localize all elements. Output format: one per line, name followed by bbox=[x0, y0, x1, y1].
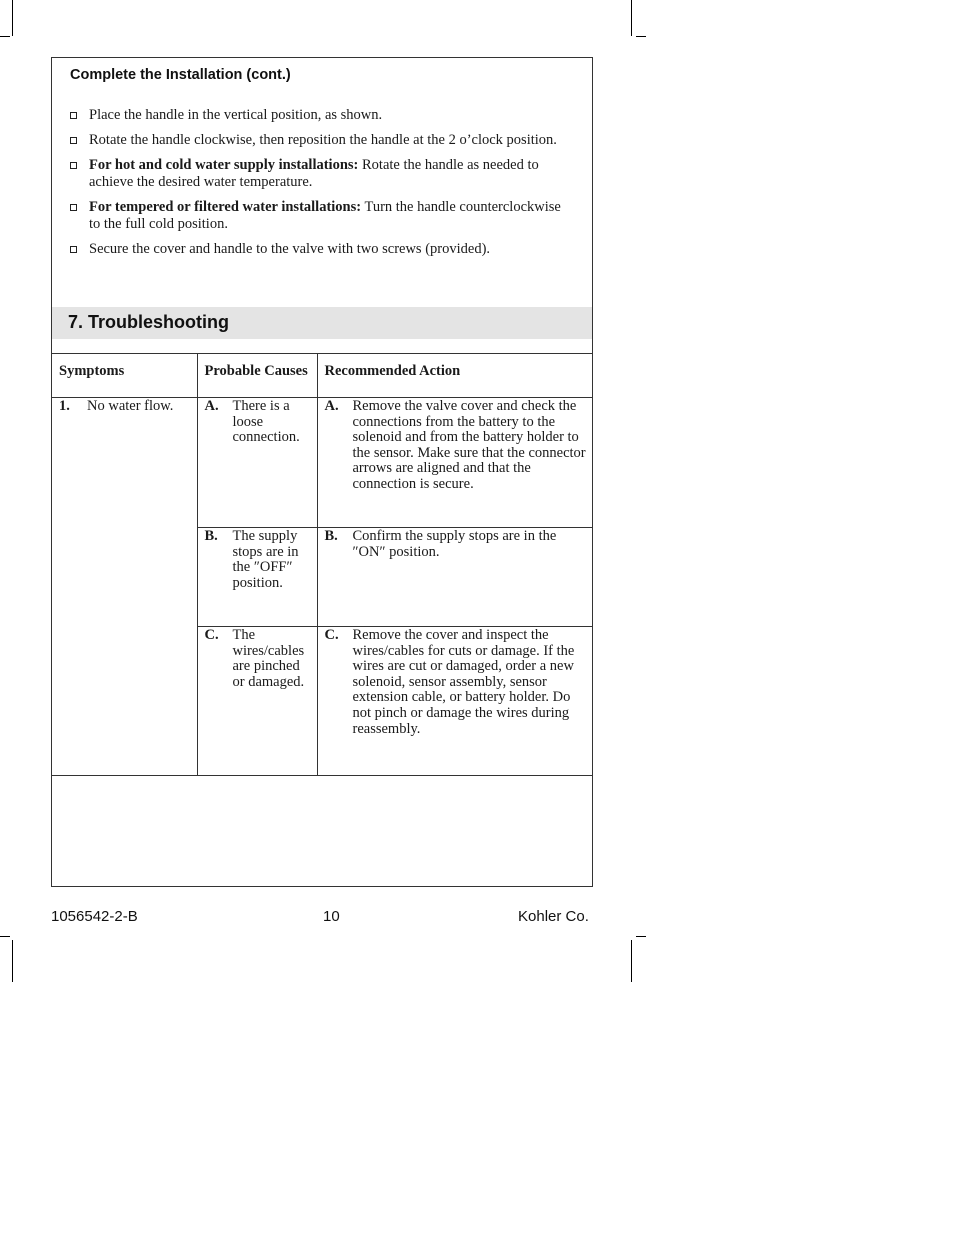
crop-mark bbox=[0, 36, 10, 37]
cause-letter: C. bbox=[204, 627, 219, 643]
symptom-cell bbox=[52, 398, 197, 776]
crop-mark bbox=[0, 936, 10, 937]
content-frame bbox=[51, 57, 593, 887]
step-bold: For tempered or filtered water installations: bbox=[89, 199, 362, 215]
section-heading-bar bbox=[52, 307, 592, 339]
step-item bbox=[70, 157, 570, 191]
cause-cell bbox=[197, 528, 317, 627]
action-cell bbox=[317, 627, 592, 776]
footer-doc-number: 1056542-2-B bbox=[51, 908, 138, 925]
column-header-symptoms: Symptoms bbox=[52, 354, 197, 398]
section-subheading: Complete the Installation (cont.) bbox=[70, 67, 291, 83]
cause-text: The wires/cables are pinched or damaged. bbox=[232, 627, 305, 690]
crop-mark bbox=[12, 940, 13, 982]
symptom-text: No water flow. bbox=[87, 398, 174, 414]
cause-text: The supply stops are in the ″OFF″ position. bbox=[232, 528, 299, 591]
step-text: Rotate the handle as needed to achieve the desired water temperature. bbox=[89, 157, 539, 190]
action-text: Remove the valve cover and check the connections from the battery to the solenoid and from the battery holder to the sensor. Make sure that the connector arrows are aligned and that the connection is secure. bbox=[352, 398, 586, 492]
column-header-causes: Probable Causes bbox=[197, 354, 317, 398]
step-item bbox=[70, 199, 570, 233]
checkbox-icon bbox=[70, 137, 77, 144]
crop-mark bbox=[631, 940, 632, 982]
symptom-number: 1. bbox=[59, 398, 70, 414]
footer-page-number: 10 bbox=[323, 908, 340, 925]
cause-cell bbox=[197, 398, 317, 528]
checkbox-icon bbox=[70, 112, 77, 119]
crop-mark bbox=[12, 0, 13, 36]
section-title: 7. Troubleshooting bbox=[68, 312, 229, 332]
cause-text: There is a loose connection. bbox=[232, 398, 300, 446]
table-header-row bbox=[52, 354, 592, 398]
crop-mark bbox=[631, 0, 632, 36]
crop-mark bbox=[636, 36, 646, 37]
step-text: Rotate the handle clockwise, then reposition the handle at the 2 o’clock position. bbox=[89, 132, 557, 148]
step-text: Secure the cover and handle to the valve with two screws (provided). bbox=[89, 241, 491, 257]
checkbox-icon bbox=[70, 204, 77, 211]
action-text: Confirm the supply stops are in the ″ON″ position. bbox=[352, 528, 557, 560]
action-letter: C. bbox=[324, 627, 339, 643]
action-cell bbox=[317, 398, 592, 528]
step-item bbox=[70, 132, 570, 149]
step-text: Place the handle in the vertical position, as shown. bbox=[89, 107, 383, 123]
checkbox-icon bbox=[70, 246, 77, 253]
step-bold: For hot and cold water supply installations: bbox=[89, 157, 359, 173]
step-list bbox=[70, 107, 570, 266]
action-cell bbox=[317, 528, 592, 627]
cause-letter: B. bbox=[204, 528, 218, 544]
action-letter: B. bbox=[324, 528, 338, 544]
step-text: Turn the handle counterclockwise to the full cold position. bbox=[89, 199, 561, 232]
action-letter: A. bbox=[324, 398, 339, 414]
step-item bbox=[70, 107, 570, 124]
step-item bbox=[70, 241, 570, 258]
troubleshooting-table bbox=[52, 353, 592, 776]
checkbox-icon bbox=[70, 162, 77, 169]
table-row bbox=[52, 398, 592, 528]
crop-mark bbox=[636, 936, 646, 937]
cause-cell bbox=[197, 627, 317, 776]
footer-company: Kohler Co. bbox=[518, 908, 589, 925]
column-header-action: Recommended Action bbox=[317, 354, 592, 398]
action-text: Remove the cover and inspect the wires/cables for cuts or damage. If the wires are cut or damaged, order a new solenoid, sensor assembly, sensor extension cable, or battery holder. Do not pinch or damage the wires during reassembly. bbox=[352, 627, 575, 737]
cause-letter: A. bbox=[204, 398, 219, 414]
